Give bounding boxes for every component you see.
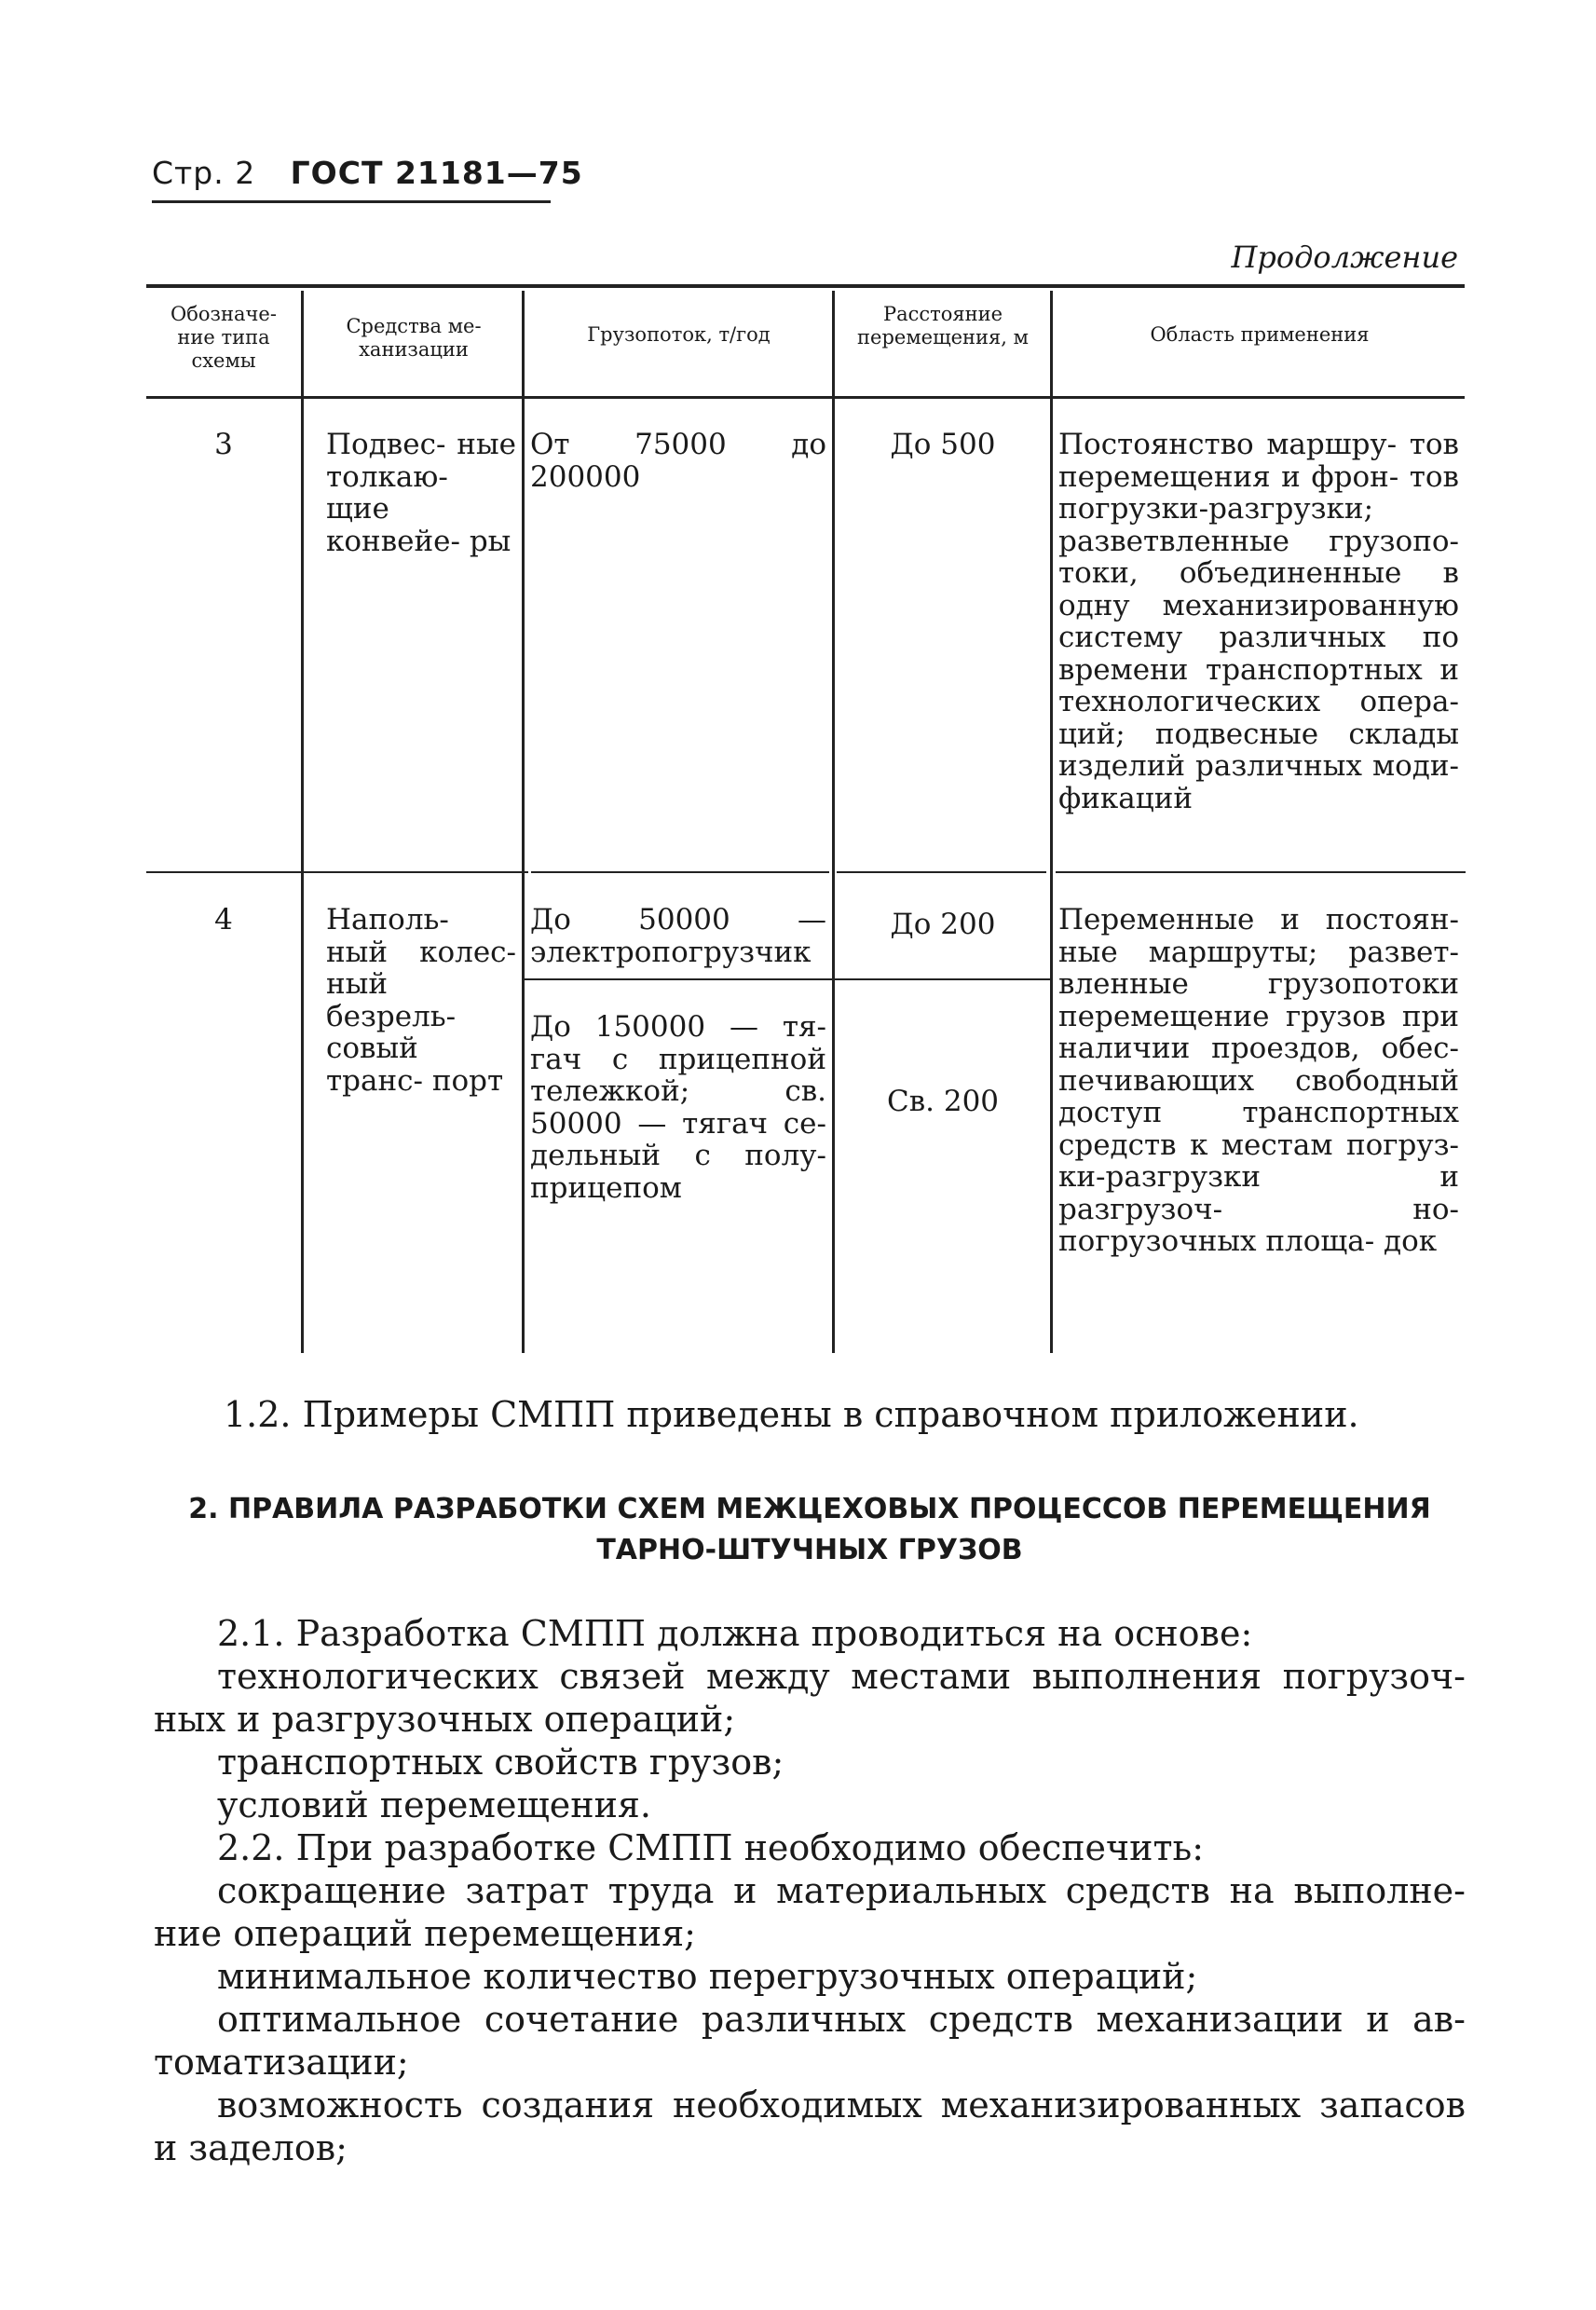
column-header-flow: Грузопоток, т/год bbox=[587, 323, 771, 346]
row-distance-3: До 500 bbox=[890, 428, 996, 461]
continued-label: Продолжение bbox=[1231, 239, 1458, 275]
row-type-3: 3 bbox=[214, 428, 233, 461]
standard-code: ГОСТ 21181—75 bbox=[290, 155, 583, 191]
subrow-separator bbox=[525, 978, 1053, 980]
row-separator bbox=[146, 871, 528, 873]
column-divider bbox=[1050, 291, 1053, 1353]
paragraph-2-2-item: минимальное количество перегрузочных операций; bbox=[217, 1956, 1198, 1997]
row-distance-4a: До 200 bbox=[890, 908, 996, 941]
paragraph-2-2-item: сокращение затрат труда и материальных средств на выполне- ние операций перемещения; bbox=[154, 1870, 1466, 1954]
paragraph-1-2: 1.2. Примеры СМПП приведены в справочном приложении. bbox=[224, 1394, 1359, 1435]
column-divider bbox=[522, 291, 525, 1353]
table-header-rule bbox=[146, 396, 1465, 399]
section-2-title-line2: ТАРНО-ШТУЧНЫХ ГРУЗОВ bbox=[596, 1534, 1023, 1566]
page-header bbox=[152, 155, 583, 191]
row-distance-4b: Св. 200 bbox=[886, 1085, 1000, 1118]
row-separator bbox=[1056, 871, 1466, 873]
section-2-title-line1: 2. ПРАВИЛА РАЗРАБОТКИ СХЕМ МЕЖЦЕХОВЫХ ПРОЦЕССОВ ПЕРЕМЕЩЕНИЯ bbox=[188, 1493, 1431, 1525]
paragraph-2-2-item: возможность создания необходимых механизированных запасов и заделов; bbox=[154, 2084, 1466, 2168]
paragraph-2-1-item: транспортных свойств грузов; bbox=[217, 1742, 784, 1783]
column-header-distance: Расстояние перемещения, м bbox=[857, 303, 1029, 349]
row-separator bbox=[531, 871, 829, 873]
column-header-means: Средства ме- ханизации bbox=[346, 315, 482, 361]
table-top-rule bbox=[146, 284, 1465, 288]
paragraph-2-1-item: условий перемещения. bbox=[217, 1784, 651, 1825]
row-area-3: Постоянство маршру- тов перемещения и фрон- тов погрузки-разгрузки; разветвленные грузопо- токи, объединенные в одну механизированную систему различных по времени транспортных и технологических опера- ций; подвесные склады изделий различных моди- фикаций bbox=[1058, 428, 1459, 815]
row-means-3: Подвес- ные толкаю- щие конвейе- ры bbox=[326, 428, 516, 558]
row-flow-4a: До 50000 — электропогрузчик bbox=[530, 903, 826, 969]
column-divider bbox=[301, 291, 304, 1353]
page-number: Стр. 2 bbox=[152, 155, 256, 191]
column-header-type: Обозначе- ние типа схемы bbox=[171, 303, 277, 372]
header-underline bbox=[152, 200, 551, 203]
row-flow-3: От 75000 до 200000 bbox=[530, 428, 826, 494]
row-type-4: 4 bbox=[214, 903, 233, 936]
paragraph-2-2-item: оптимальное сочетание различных средств механизации и ав- томатизации; bbox=[154, 1999, 1466, 2083]
row-flow-4b: До 150000 — тя- гач с прицепной тележкой; св. 50000 — тягач се- дельный с полу- прицепом bbox=[530, 1010, 826, 1205]
column-header-area: Область применения bbox=[1150, 323, 1370, 346]
row-separator bbox=[837, 871, 1046, 873]
paragraph-2-1-item: технологических связей между местами выполнения погрузоч- ных и разгрузочных операций; bbox=[154, 1656, 1466, 1740]
row-area-4: Переменные и постоян- ные маршруты; развет- вленные грузопотоки перемещение грузов при наличии проездов, обес- печивающих свободный доступ транспортных средств к местам погруз- ки-разгрузки и разгрузоч- но-погрузочных площа- док bbox=[1058, 903, 1459, 1258]
row-means-4: Наполь- ный колес- ный безрель- совый транс- порт bbox=[326, 903, 516, 1098]
column-divider bbox=[832, 291, 835, 1353]
paragraph-2-1: 2.1. Разработка СМПП должна проводиться на основе: bbox=[217, 1613, 1253, 1654]
paragraph-2-2: 2.2. При разработке СМПП необходимо обеспечить: bbox=[217, 1827, 1205, 1868]
